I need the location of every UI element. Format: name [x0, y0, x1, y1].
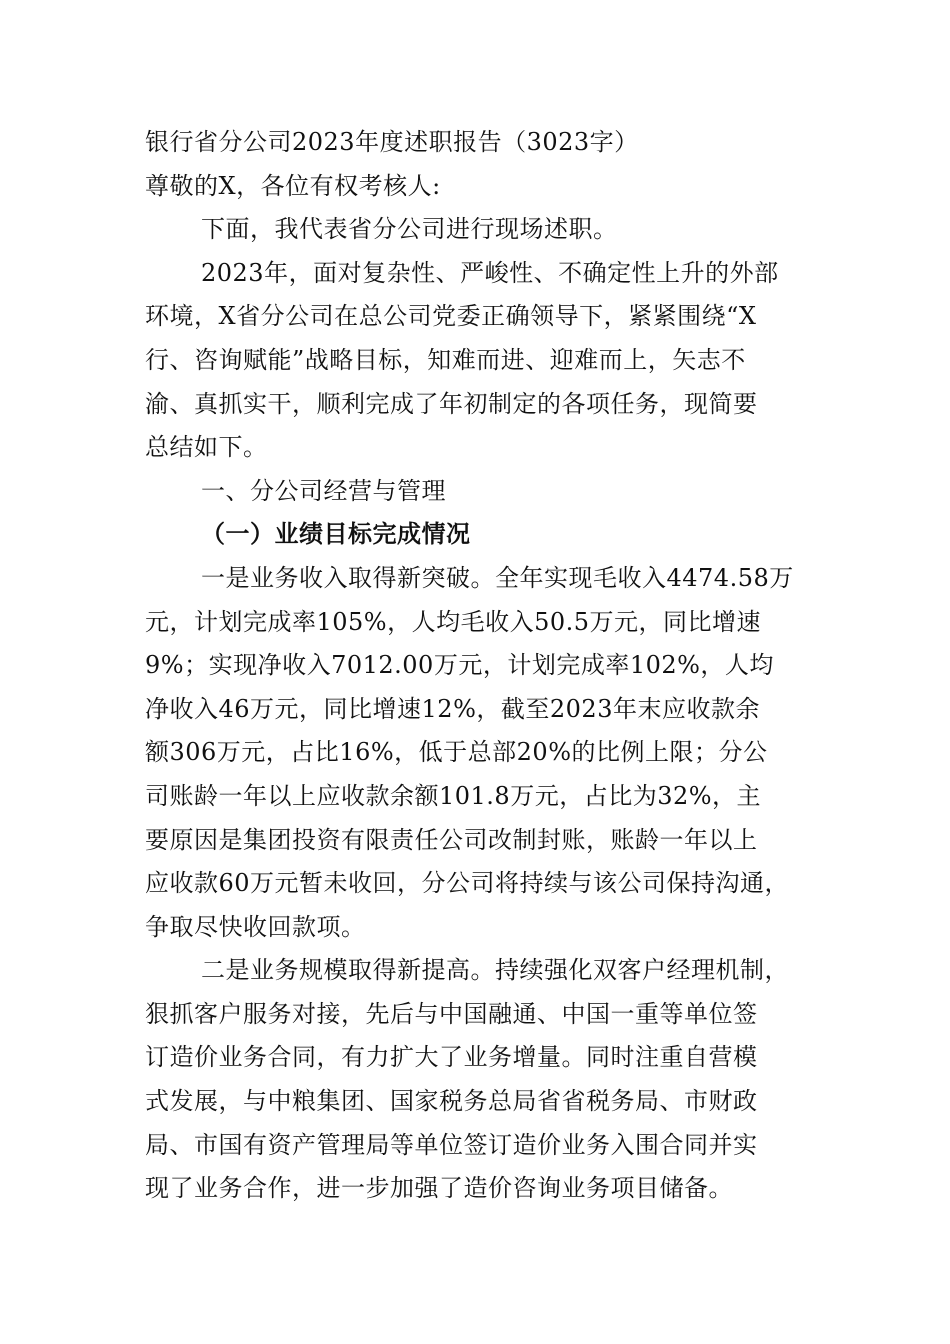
paragraph-line: 9%；实现净收入7012.00万元，计划完成率102%，人均: [145, 651, 774, 680]
paragraph-line: 式发展，与中粮集团、国家税务总局省省税务局、市财政: [145, 1087, 758, 1116]
document-title: 银行省分公司2023年度述职报告（3023字）: [145, 128, 639, 156]
paragraph-line: 应收款60万元暂未收回，分公司将持续与该公司保持沟通，: [145, 869, 790, 898]
section-heading: 一、分公司经营与管理: [201, 476, 446, 505]
paragraph-scale: [145, 949, 810, 1211]
paragraph-line: 局、市国有资产管理局等单位签订造价业务入围合同并实: [145, 1130, 758, 1159]
paragraph-line: 要原因是集团投资有限责任公司改制封账，账龄一年以上: [145, 825, 758, 854]
paragraph-line: 渝、真抓实干，顺利完成了年初制定的各项任务，现简要: [145, 389, 758, 418]
paragraph-line: 行、咨询赋能”战略目标，知难而进、迎难而上，矢志不: [145, 345, 746, 374]
paragraph-line: 2023年，面对复杂性、严峻性、不确定性上升的外部: [201, 258, 779, 287]
paragraph-line: 订造价业务合同，有力扩大了业务增量。同时注重自营模: [145, 1043, 758, 1072]
paragraph-revenue: [145, 557, 810, 949]
paragraph-line: 元，计划完成率105%，人均毛收入50.5万元，同比增速: [145, 607, 762, 636]
paragraph-line: 司账龄一年以上应收款余额101.8万元，占比为32%，主: [145, 781, 762, 810]
paragraph-line: 狠抓客户服务对接，先后与中国融通、中国一重等单位签: [145, 999, 758, 1028]
paragraph-overview: [145, 252, 810, 470]
salutation: 尊敬的X，各位有权考核人:: [145, 171, 441, 200]
paragraph-line: 现了业务合作，进一步加强了造价咨询业务项目储备。: [145, 1174, 733, 1203]
paragraph-line: 争取尽快收回款项。: [145, 912, 366, 941]
paragraph-line: 环境，X省分公司在总公司党委正确领导下，紧紧围绕“X: [145, 302, 757, 331]
intro-paragraph: 下面，我代表省分公司进行现场述职。: [201, 215, 618, 244]
paragraph-line: 净收入46万元，同比增速12%，截至2023年末应收款余: [145, 694, 760, 723]
paragraph-line: 二是业务规模取得新提高。持续强化双客户经理机制，: [201, 956, 789, 985]
paragraph-line: 额306万元，占比16%，低于总部20%的比例上限；分公: [145, 738, 768, 767]
document-page: [145, 121, 810, 1211]
paragraph-line: 一是业务收入取得新突破。全年实现毛收入4474.58万: [201, 563, 794, 592]
subsection-heading: （一）业绩目标完成情况: [201, 520, 471, 549]
paragraph-line: 总结如下。: [145, 433, 268, 462]
